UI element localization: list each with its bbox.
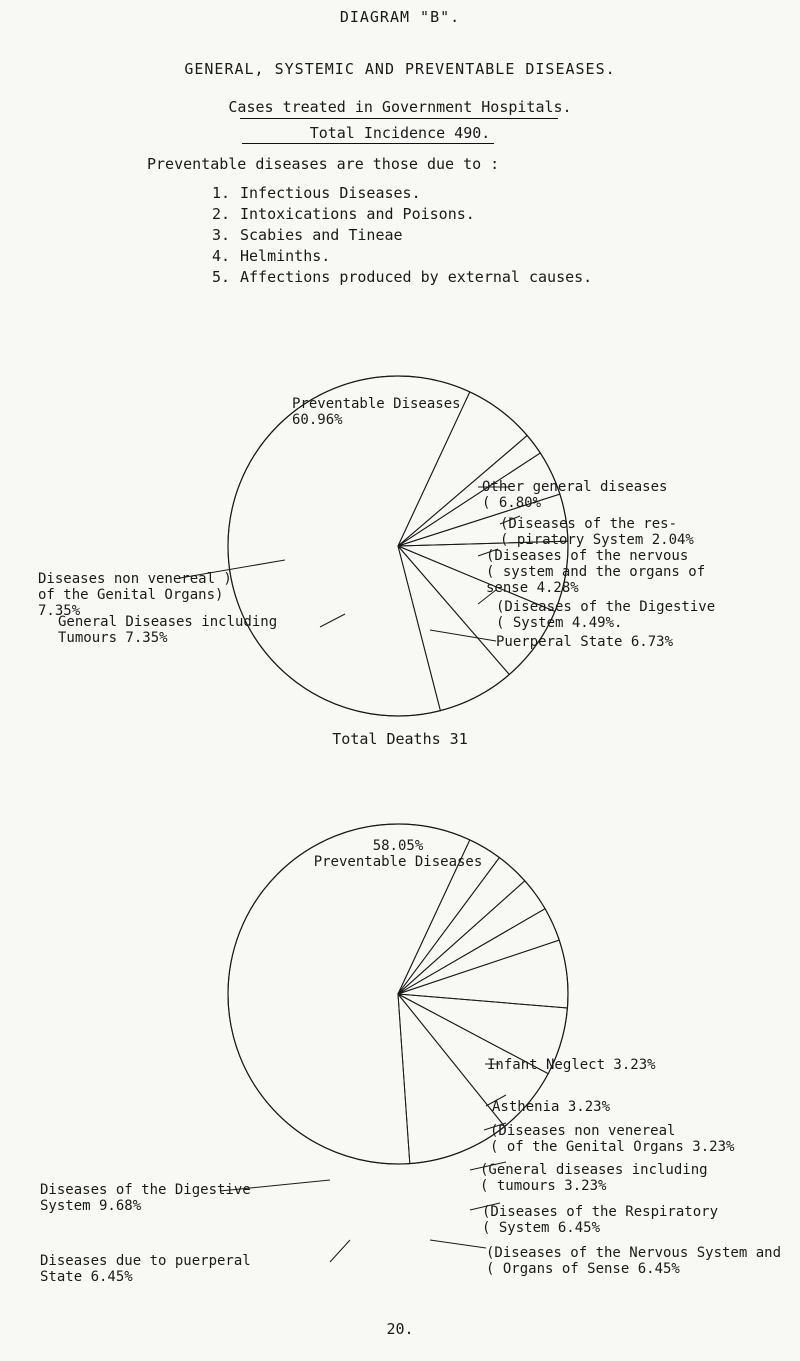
preventable-intro: Preventable diseases are those due to : bbox=[147, 155, 500, 173]
slice-label-diseases-non-venereal-of-the-genital-organs: ( of the Genital Organs 3.23% bbox=[490, 1139, 735, 1155]
slice-label-asthenia: Asthenia 3.23% bbox=[492, 1099, 611, 1115]
total-incidence: Total Incidence 490. bbox=[309, 124, 491, 142]
total-deaths-label: Total Deaths 31 bbox=[332, 730, 468, 748]
main-title: GENERAL, SYSTEMIC AND PREVENTABLE DISEASES. bbox=[184, 60, 616, 78]
slice-label-other-general-diseases: Other general diseases bbox=[482, 479, 668, 495]
slice-label-diseases-of-the-digestive-system: (Diseases of the Digestive bbox=[496, 599, 716, 615]
list-item: 2. Intoxications and Poisons. bbox=[212, 205, 475, 223]
slice-label-diseases-of-the-respiratory-system: ( System 6.45% bbox=[482, 1220, 601, 1236]
leader-line-diseases-due-to-puerperal-state bbox=[330, 1240, 350, 1262]
list-item: 1. Infectious Diseases. bbox=[212, 184, 421, 202]
slice-label-diseases-non-venereal-of-the-genital-organs: of the Genital Organs) bbox=[38, 587, 224, 603]
slice-label-infant-neglect: Infant Neglect 3.23% bbox=[487, 1057, 656, 1073]
leader-line-diseases-of-the-nervous-system-and-organs-of-sense bbox=[430, 1240, 486, 1248]
slice-label-general-diseases-including-tumours: (General diseases including bbox=[480, 1162, 708, 1178]
pie-slice-asthenia bbox=[398, 858, 525, 994]
slice-label-diseases-of-the-nervous-system-and-organs-of-sense: (Diseases of the Nervous System and bbox=[486, 1245, 782, 1261]
diagram-label: DIAGRAM "B". bbox=[339, 8, 461, 26]
slice-label-diseases-of-the-nervous-system-and-organs-of-sense: ( Organs of Sense 6.45% bbox=[486, 1261, 680, 1277]
slice-label-diseases-due-to-puerperal-state: Diseases due to puerperal bbox=[40, 1253, 251, 1269]
slice-label-general-diseases-including-tumours: ( tumours 3.23% bbox=[480, 1178, 607, 1194]
slice-label-preventable-diseases: Preventable Diseases bbox=[292, 396, 461, 412]
pie-slice-diseases-of-the-respiratory-system bbox=[398, 940, 568, 1008]
slice-label-diseases-of-the-digestive-system: System 9.68% bbox=[40, 1198, 142, 1214]
leader-line-general-diseases-including-tumours bbox=[320, 614, 345, 627]
slice-label-diseases-of-the-nervous-system-and-the-organs-of-sense: (Diseases of the nervous bbox=[486, 548, 689, 564]
slice-label-diseases-of-the-digestive-system: ( System 4.49%. bbox=[496, 615, 623, 631]
pie-slice-diseases-non-venereal-of-the-genital-organs bbox=[398, 881, 545, 994]
slice-label-preventable-diseases: 58.05% bbox=[372, 838, 424, 854]
slice-label-diseases-non-venereal-of-the-genital-organs: Diseases non venereal ) bbox=[38, 571, 232, 587]
slice-label-diseases-of-the-respiratory-system: (Diseases of the Respiratory bbox=[482, 1204, 719, 1220]
leader-line-puerperal-state bbox=[430, 630, 496, 641]
list-item: 3. Scabies and Tineae bbox=[212, 226, 403, 244]
list-item: 4. Helminths. bbox=[212, 247, 331, 265]
slice-label-general-diseases-including-tumours: General Diseases including bbox=[58, 614, 278, 630]
slice-label-other-general-diseases: ( 6.80% bbox=[482, 495, 542, 511]
slice-label-diseases-non-venereal-of-the-genital-organs: 7.35% bbox=[38, 603, 81, 619]
slice-label-preventable-diseases: 60.96% bbox=[292, 412, 343, 428]
slice-label-puerperal-state: Puerperal State 6.73% bbox=[496, 634, 674, 650]
slice-label-preventable-diseases: Preventable Diseases bbox=[313, 854, 483, 870]
slice-label-diseases-of-the-nervous-system-and-the-organs-of-sense: ( system and the organs of bbox=[486, 564, 706, 580]
pie-slice-diseases-of-the-digestive-system bbox=[398, 994, 505, 1164]
slice-label-diseases-of-the-respiratory-system: (Diseases of the res- bbox=[500, 516, 678, 532]
page-number: 20. bbox=[386, 1320, 414, 1338]
pie-slice-preventable-diseases bbox=[228, 376, 470, 716]
slice-label-diseases-of-the-nervous-system-and-the-organs-of-sense: sense 4.28% bbox=[486, 580, 579, 596]
slice-label-diseases-of-the-digestive-system: Diseases of the Digestive bbox=[40, 1182, 251, 1198]
slice-label-diseases-non-venereal-of-the-genital-organs: (Diseases non venereal bbox=[490, 1123, 676, 1139]
slice-label-diseases-due-to-puerperal-state: State 6.45% bbox=[40, 1269, 133, 1285]
slice-label-general-diseases-including-tumours: Tumours 7.35% bbox=[58, 630, 168, 646]
list-item: 5. Affections produced by external causes. bbox=[212, 268, 593, 286]
slice-label-diseases-of-the-respiratory-system: ( piratory System 2.04% bbox=[500, 532, 694, 548]
pie-slice-preventable-diseases bbox=[228, 824, 470, 1164]
subtitle: Cases treated in Government Hospitals. bbox=[228, 98, 572, 116]
